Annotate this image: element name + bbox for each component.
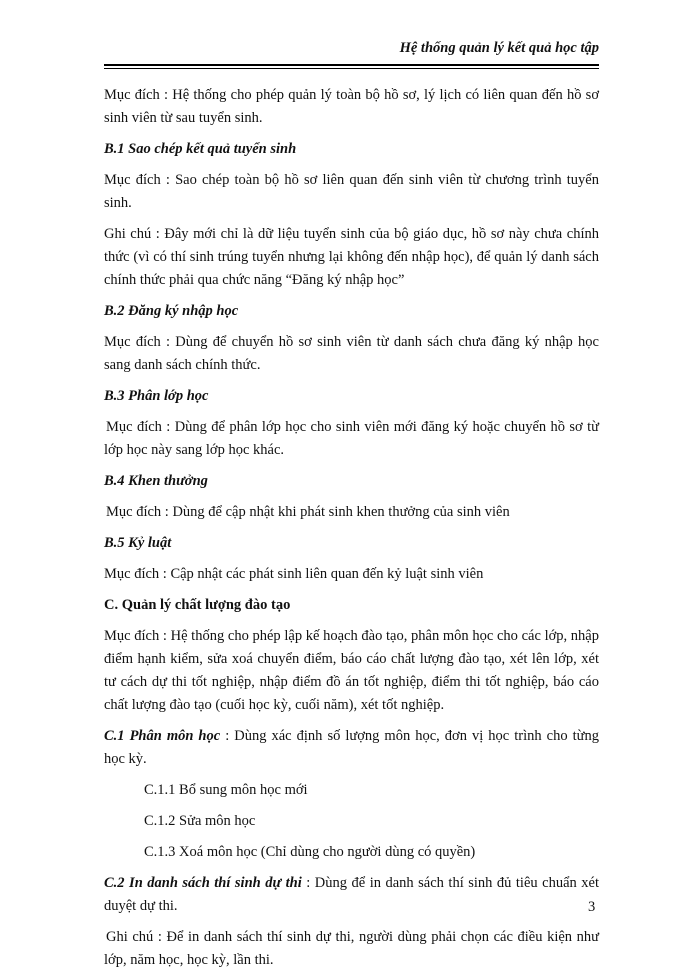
header-rule-thick — [104, 64, 599, 66]
b2-purpose: Mục đích : Dùng để chuyển hồ sơ sinh viên từ danh sách chưa đăng ký nhập học sang danh sách chính thức. — [104, 334, 599, 373]
b5-purpose: Mục đích : Cập nhật các phát sinh liên quan đến kỷ luật sinh viên — [104, 566, 484, 582]
c-purpose: Mục đích : Hệ thống cho phép lập kế hoạch đào tạo, phân môn học cho các lớp, nhập điểm hạnh kiểm, sửa xoá chuyển điểm, báo cáo chất lượng đào tạo, xét lên lớp, xét tư cách dự thi tốt nghiệp, nhập điểm đồ án tốt nghiệp, điểm thi tốt nghiệp, báo cáo chất lượng đào tạo (cuối học kỳ, cuối năm), xét tốt nghiệp. — [104, 628, 599, 713]
heading-c: C. Quản lý chất lượng đào tạo — [104, 597, 291, 613]
c1-text: : Dùng xác định số lượng môn học, đơn vị học trình cho từng học kỳ. — [104, 728, 599, 767]
c2-text: : Dùng để in danh sách thí sinh đủ tiêu chuẩn xét duyệt dự thi. — [104, 875, 599, 914]
c2-paragraph — [104, 872, 599, 918]
b1-purpose: Mục đích : Sao chép toàn bộ hồ sơ liên quan đến sinh viên từ chương trình tuyển sinh. — [104, 172, 599, 211]
heading-b4: B.4 Khen thưởng — [104, 473, 208, 489]
intro-paragraph: Mục đích : Hệ thống cho phép quản lý toàn bộ hồ sơ, lý lịch có liên quan đến hồ sơ sinh viên từ sau tuyển sinh. — [104, 87, 599, 126]
header-rule-thin — [104, 68, 599, 69]
heading-b5: B.5 Kỷ luật — [104, 535, 172, 551]
page-number: 3 — [588, 899, 596, 915]
b3-purpose: Mục đích : Dùng để phân lớp học cho sinh viên mới đăng ký hoặc chuyển hồ sơ từ lớp học này sang lớp học khác. — [104, 419, 599, 458]
running-header: Hệ thống quản lý kết quả học tập — [399, 40, 599, 56]
b4-purpose: Mục đích : Dùng để cập nhật khi phát sinh khen thưởng của sinh viên — [106, 504, 510, 520]
b1-note: Ghi chú : Đây mới chỉ là dữ liệu tuyển sinh của bộ giáo dục, hồ sơ này chưa chính thức (vì có thí sinh trúng tuyển nhưng lại không đến nhập học), để quản lý danh sách chính thức phải qua chức năng “Đăng ký nhập học” — [104, 226, 599, 288]
c1-item: C.1.2 Sửa môn học — [144, 813, 256, 829]
c1-item: C.1.3 Xoá môn học (Chỉ dùng cho người dùng có quyền) — [144, 844, 476, 860]
heading-b3: B.3 Phân lớp học — [104, 388, 209, 404]
heading-c2: C.2 In danh sách thí sinh dự thi — [104, 875, 302, 891]
c2-note: Ghi chú : Để in danh sách thí sinh dự thi, người dùng phải chọn các điều kiện như lớp, năm học, học kỳ, lần thi. — [104, 929, 599, 968]
heading-c1: C.1 Phân môn học — [104, 728, 221, 744]
c1-item: C.1.1 Bổ sung môn học mới — [144, 782, 308, 798]
heading-b2: B.2 Đăng ký nhập học — [104, 303, 239, 319]
c1-paragraph — [104, 725, 599, 771]
heading-b1: B.1 Sao chép kết quả tuyển sinh — [104, 141, 297, 157]
body-text — [104, 84, 599, 980]
